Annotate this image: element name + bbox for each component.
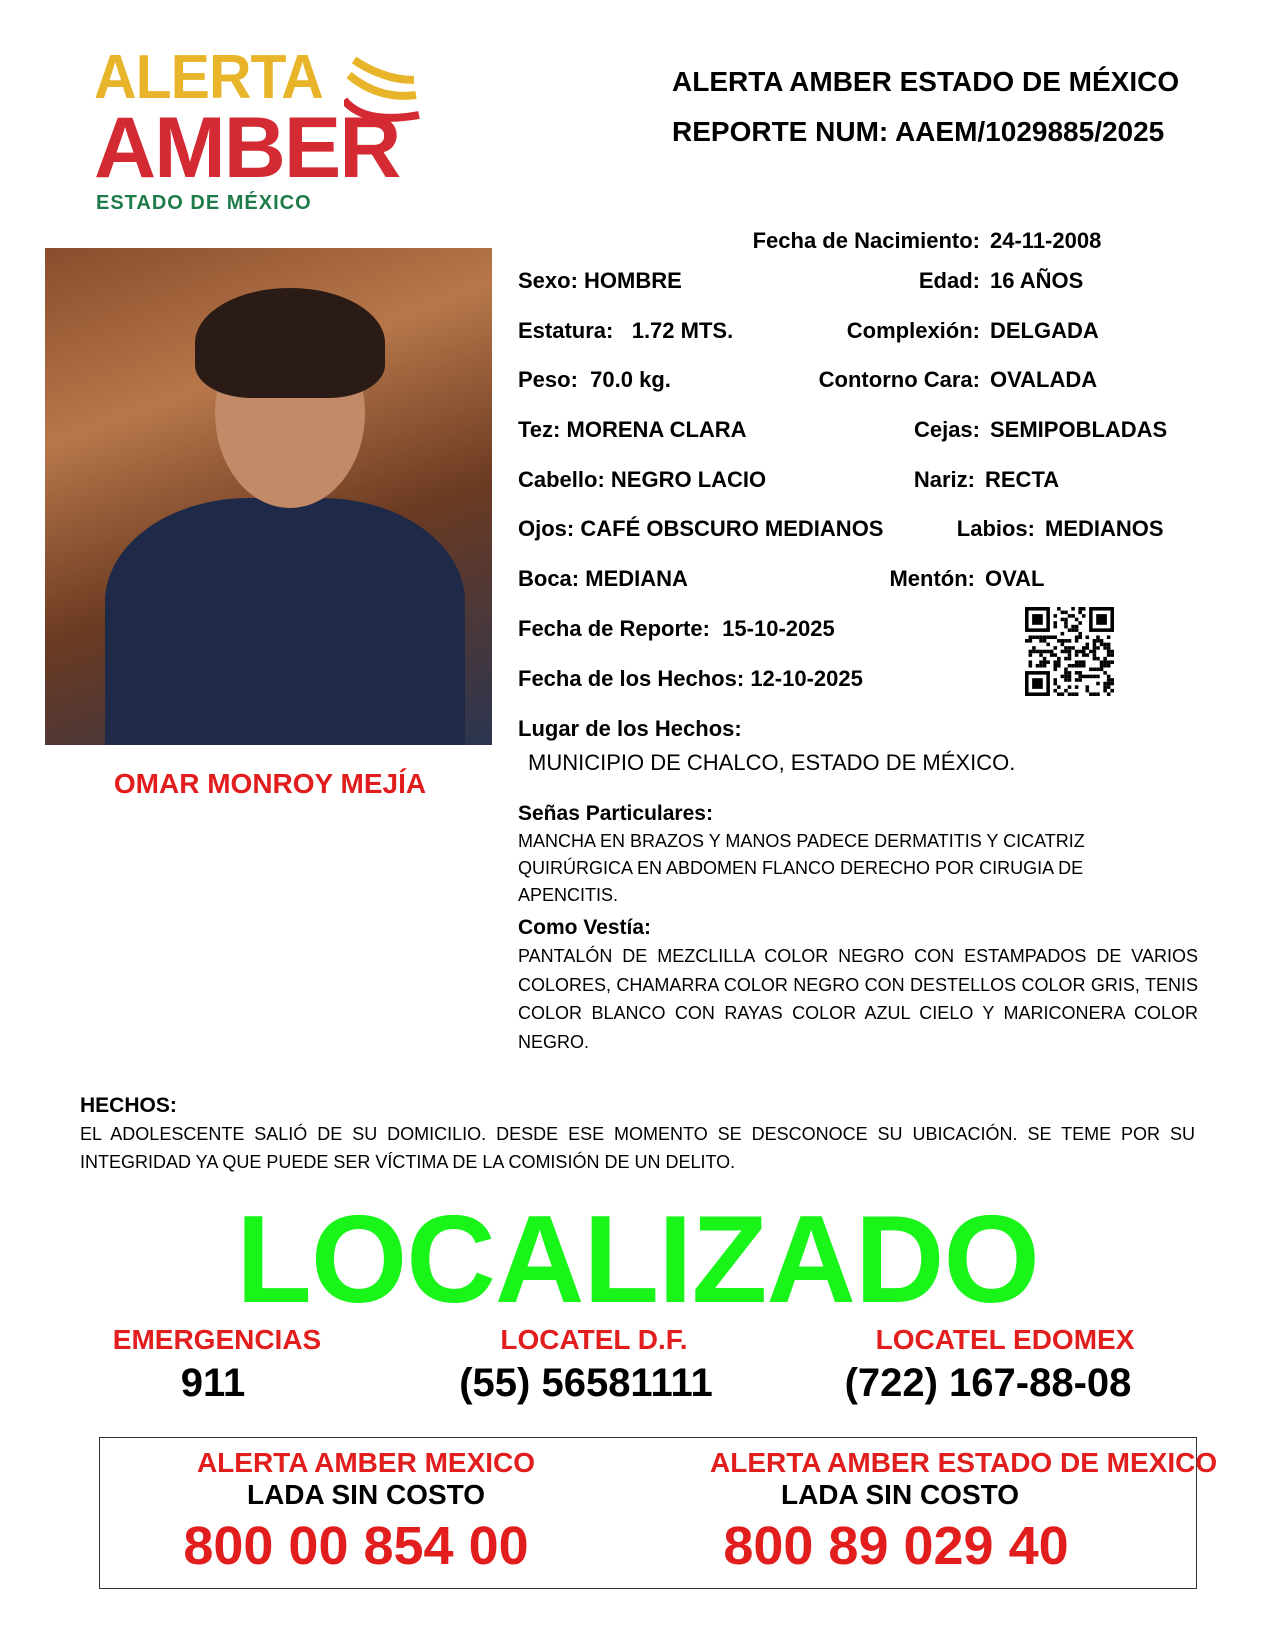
- contact-emergencias-label: EMERGENCIAS: [112, 1324, 322, 1355]
- place-label: Lugar de los Hechos:: [518, 716, 742, 741]
- clothing-text: PANTALÓN DE MEZCLILLA COLOR NEGRO CON ESTAMPADOS DE VARIOS COLORES, CHAMARRA COLOR NEGRO CON DESTELLOS COLOR GRIS, TENIS COLOR BLANCO CON RAYAS COLOR AZUL CIELO Y MARICONERA COLOR NEGRO.: [518, 946, 1198, 1052]
- eyes-label: Ojos:: [518, 516, 575, 541]
- header-title: ALERTA AMBER ESTADO DE MÉXICO: [672, 66, 1180, 97]
- tollfree-mexico-title: ALERTA AMBER MEXICO: [196, 1447, 536, 1478]
- contact-locatel-edomex-label: LOCATEL EDOMEX: [875, 1324, 1135, 1355]
- logo-alerta: ALERTA: [94, 43, 323, 112]
- logo-estado: ESTADO DE MÉXICO: [96, 192, 312, 214]
- marks-label: Señas Particulares:: [518, 802, 713, 825]
- chin-label: Mentón:: [889, 566, 975, 591]
- facts-text: EL ADOLESCENTE SALIÓ DE SU DOMICILIO. DESDE ESE MOMENTO SE DESCONOCE SU UBICACIÓN. SE TEME POR SU INTEGRIDAD YA QUE PUEDE SER VÍCTIMA DE LA COMISIÓN DE UN DELITO.: [80, 1124, 1195, 1172]
- face-value: OVALADA: [990, 367, 1098, 392]
- contact-locatel-df-label: LOCATEL D.F.: [500, 1324, 688, 1355]
- age-value: 16 AÑOS: [990, 268, 1084, 293]
- clothing-label: Como Vestía:: [518, 916, 652, 939]
- contact-locatel-edomex-number[interactable]: (722) 167-88-08: [844, 1361, 1132, 1405]
- logo-amber: AMBER: [94, 100, 400, 196]
- facts-label: HECHOS:: [80, 1094, 177, 1117]
- tollfree-mexico-sub: LADA SIN COSTO: [246, 1479, 485, 1510]
- tollfree-mexico-number[interactable]: 800 00 854 00: [183, 1516, 529, 1576]
- mouth-value: MEDIANA: [585, 566, 688, 591]
- nose-value: RECTA: [985, 467, 1060, 492]
- qr-code-icon[interactable]: [1024, 607, 1115, 696]
- build-value: DELGADA: [990, 318, 1099, 343]
- brows-value: SEMIPOBLADAS: [990, 417, 1168, 442]
- marks-text: [518, 828, 1198, 909]
- event-date-value: 12-10-2025: [750, 666, 863, 691]
- localizado-stamp: LOCALIZADO: [236, 1191, 1039, 1329]
- person-name: OMAR MONROY MEJÍA: [113, 768, 427, 799]
- report-date-label: Fecha de Reporte:: [518, 616, 710, 641]
- birth-value: 24-11-2008: [990, 228, 1102, 253]
- skin-value: MORENA CLARA: [566, 417, 747, 442]
- nose-label: Nariz:: [913, 467, 975, 492]
- face-label: Contorno Cara:: [818, 367, 980, 392]
- tollfree-edomex-number[interactable]: 800 89 029 40: [723, 1516, 1069, 1576]
- eyes-value: CAFÉ OBSCURO MEDIANOS: [580, 516, 884, 541]
- contact-emergencias-number[interactable]: 911: [180, 1361, 246, 1405]
- sex-value: HOMBRE: [584, 268, 682, 293]
- birth-label: Fecha de Nacimiento:: [752, 228, 980, 253]
- hair-value: NEGRO LACIO: [610, 467, 767, 492]
- brows-label: Cejas:: [913, 417, 980, 442]
- person-photo: [45, 248, 492, 745]
- marks-line: MANCHA EN BRAZOS Y MANOS PADECE DERMATITIS Y CICATRIZ: [518, 831, 1085, 851]
- sex-label: Sexo:: [518, 268, 578, 293]
- age-label: Edad:: [918, 268, 980, 293]
- weight-value: 70.0 kg.: [590, 367, 671, 392]
- report-date-value: 15-10-2025: [722, 616, 835, 641]
- contact-locatel-df-number[interactable]: (55) 56581111: [459, 1361, 713, 1405]
- marks-line: QUIRÚRGICA EN ABDOMEN FLANCO DERECHO POR CIRUGIA DE: [518, 858, 1084, 878]
- place-value: MUNICIPIO DE CHALCO, ESTADO DE MÉXICO.: [528, 750, 1016, 775]
- marks-line: APENCITIS.: [518, 885, 619, 905]
- alerta-amber-logo: [94, 43, 424, 215]
- weight-label: Peso:: [518, 367, 578, 392]
- height-value: 1.72 MTS.: [631, 318, 734, 343]
- build-label: Complexión:: [846, 318, 980, 343]
- event-date-label: Fecha de los Hechos:: [518, 666, 745, 691]
- report-number: REPORTE NUM: AAEM/1029885/2025: [672, 116, 1165, 147]
- hair-label: Cabello:: [518, 467, 605, 492]
- skin-label: Tez:: [518, 417, 561, 442]
- chin-value: OVAL: [985, 566, 1045, 591]
- tollfree-edomex-sub: LADA SIN COSTO: [780, 1479, 1019, 1510]
- lips-value: MEDIANOS: [1045, 516, 1164, 541]
- height-label: Estatura:: [518, 318, 614, 343]
- lips-label: Labios:: [956, 516, 1035, 541]
- mouth-label: Boca:: [518, 566, 580, 591]
- tollfree-edomex-title: ALERTA AMBER ESTADO DE MEXICO: [710, 1447, 1218, 1478]
